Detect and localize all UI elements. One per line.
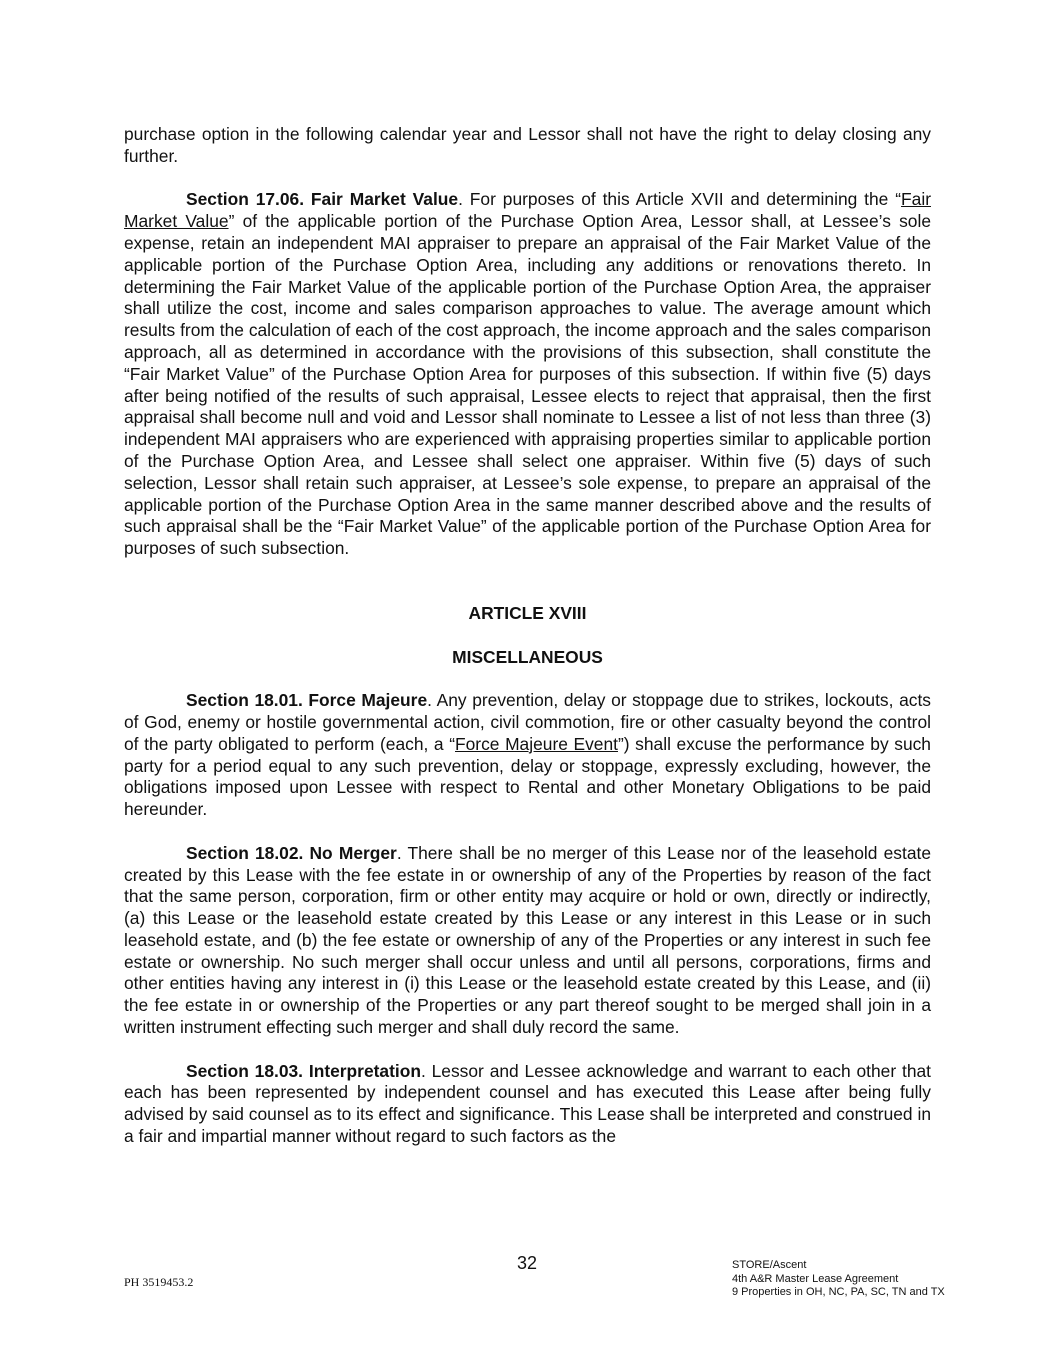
section-text: ” of the applicable portion of the Purchase Option Area, Lessor shall, at Lessee’s sole expense, retain an independent MAI appraiser to prepare an appraisal of the Fair Market Value of the applicable portion of the Purchase Option Area, including any additions or renovations thereto. In determining the Fair Market Value of the applicable portion of the Purchase Option Area, the appraiser shall utilize the cost, income and sales comparison approaches to value. The average amount which results from the calculation of each of the cost approach, the income approach and the sales comparison approach, all as determined in accordance with the provisions of this subsection, shall constitute the “Fair Market Value” of the Purchase Option Area for purposes of this subsection. If within five (5) days after being notified of the results of such appraisal, Lessee elects to reject that appraisal, then the first appraisal shall become null and void and Lessor shall nominate to Lessee a list of not less than three (3) independent MAI appraisers who are experienced with appraising properties similar to applicable portion of the Purchase Option Area, and Lessee shall select one appraiser. Within five (5) days of such selection, Lessor shall retain such appraiser, at Lessee’s sole expense, to prepare an appraisal of the applicable portion of the Purchase Option Area in the same manner described above and the results of such appraisal shall be the “Fair Market Value” of the applicable portion of the Purchase Option Area for purposes of such subsection. <box>124 211 932 559</box>
continuation-paragraph: purchase option in the following calendar year and Lessor shall not have the right to delay closing any further. <box>124 124 931 166</box>
section-text: . For purposes of this Article XVII and determining the “ <box>458 189 902 210</box>
defined-term: Fair Market Value <box>124 189 931 232</box>
footer-document-info <box>732 1259 945 1300</box>
section-title: Section 18.01. Force Majeure <box>186 690 428 711</box>
section-text: . There shall be no merger of this Lease nor of the leasehold estate created by this Lease with the fee estate in or ownership of any of the Properties by reason of the fact that the same person, corporation, firm or other entity may acquire or hold or own, directly or indirectly, (a) this Lease or the leasehold estate created by this Lease or any interest in this Lease or in such leasehold estate, and (b) the fee estate or ownership of any of the Properties or any interest in such fee estate or ownership. No such merger shall occur unless and until all persons, corporations, firms and other entities having any interest in (i) this Lease or the leasehold estate created by this Lease, and (ii) the fee estate in or ownership of the Properties or any part thereof sought to be merged shall join in a written instrument effecting such merger and shall duly record the same. <box>124 842 932 1038</box>
section-title: Section 18.02. No Merger <box>186 842 397 863</box>
section-title: Section 17.06. Fair Market Value <box>186 189 459 210</box>
section-text: . Lessor and Lessee acknowledge and warrant to each other that each has been represented by independent counsel and has executed this Lease after being fully advised by said counsel as to its effect and significance. This Lease shall be interpreted and construed in a fair and impartial manner without regard to such factors as the <box>124 1060 931 1147</box>
section-title: Section 18.03. Interpretation <box>186 1060 421 1081</box>
document-id: PH 3519453.2 <box>124 1275 194 1289</box>
section-17-06 <box>124 189 931 560</box>
section-text: ”) shall excuse the performance by such party for a period equal to any such prevention, delay or stoppage, expressly excluding, however, the obligations imposed upon Lessee with respect to Rental and other Monetary Obligations to be paid hereunder. <box>124 733 931 820</box>
section-18-02 <box>124 843 931 1039</box>
footer-line: STORE/Ascent <box>732 1259 807 1271</box>
article-heading: ARTICLE XVIII <box>468 602 587 623</box>
section-text: . Any prevention, delay or stoppage due to strikes, lockouts, acts of God, enemy or hostile governmental action, civil commotion, fire or other casualty beyond the control of the party obligated to perform (each, a “ <box>124 690 931 754</box>
defined-term: Force Majeure Event <box>455 733 618 754</box>
page-body <box>124 124 931 1170</box>
article-title: MISCELLANEOUS <box>452 646 603 667</box>
section-18-01 <box>124 690 931 821</box>
page-number: 32 <box>517 1253 538 1273</box>
section-18-03 <box>124 1061 931 1148</box>
footer-line: 9 Properties in OH, NC, PA, SC, TN and TX <box>732 1286 945 1298</box>
footer-line: 4th A&R Master Lease Agreement <box>732 1272 899 1285</box>
